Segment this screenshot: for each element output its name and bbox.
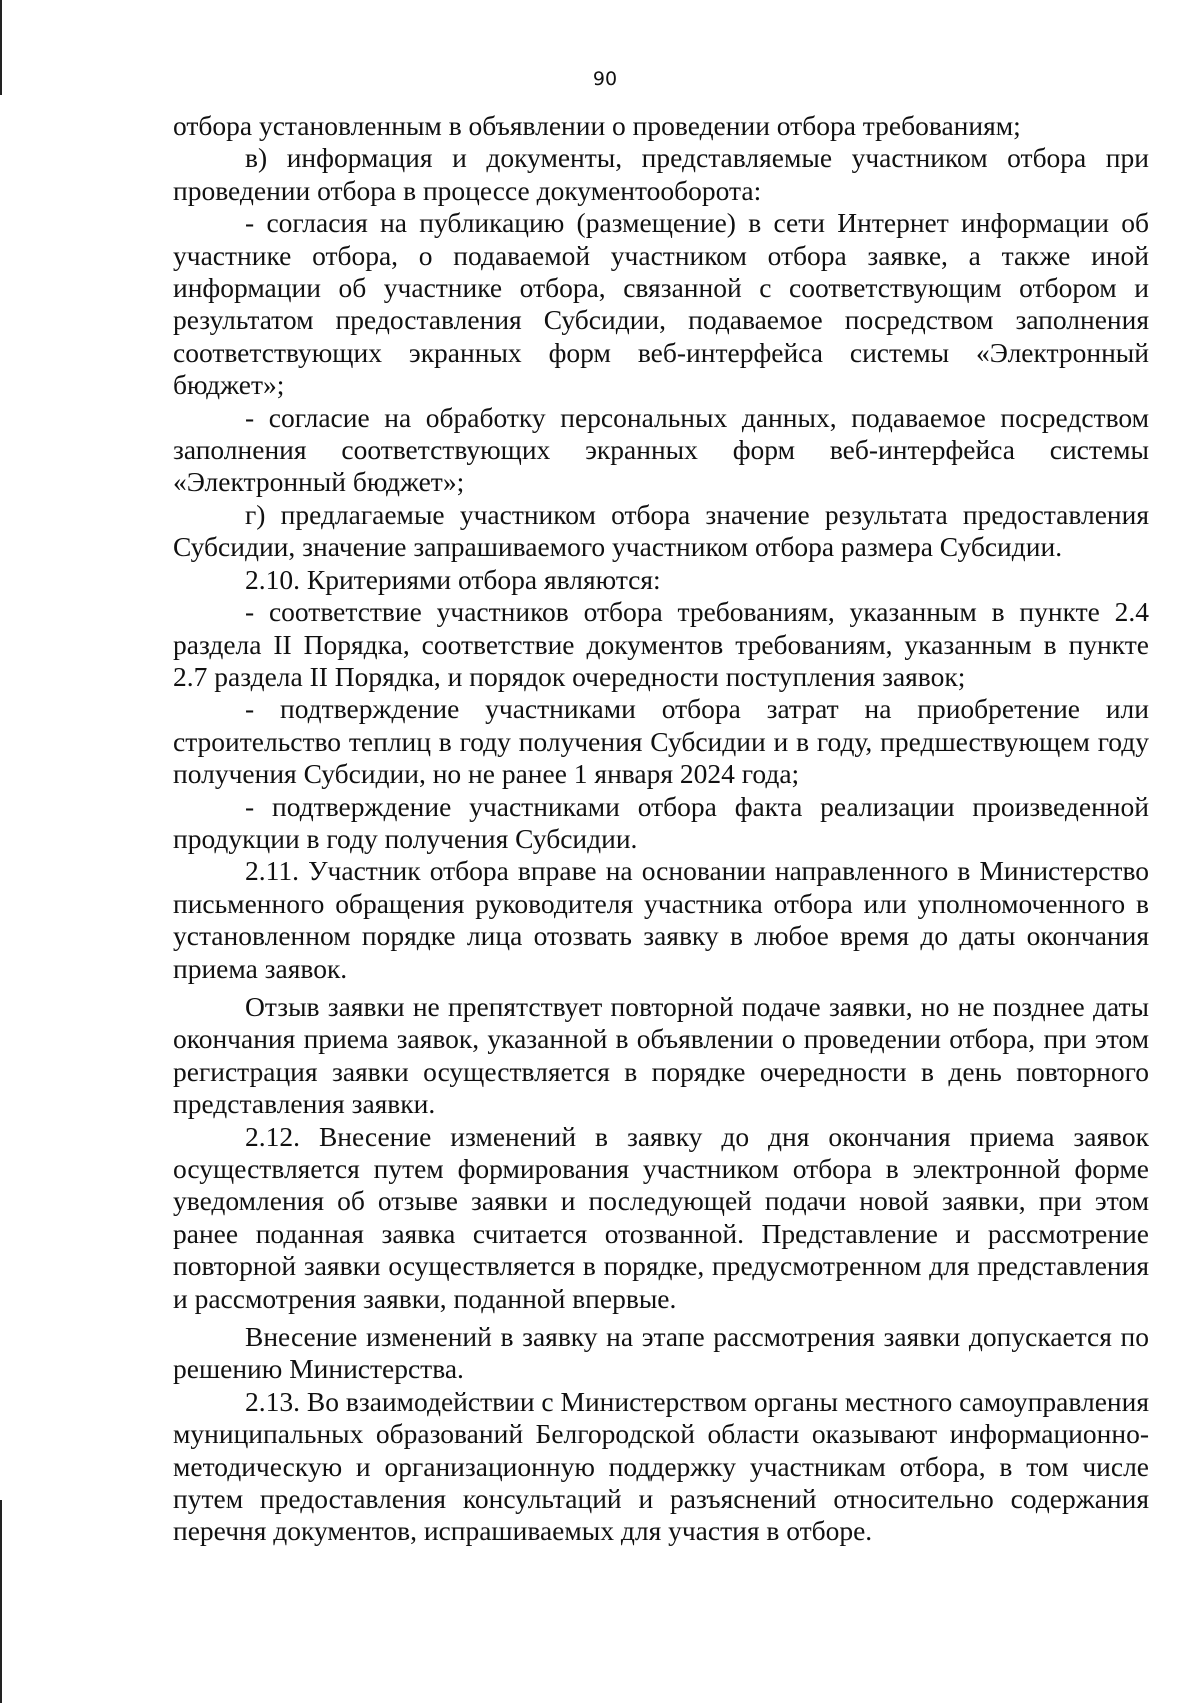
paragraph: - подтверждение участниками отбора факта реализации произведенной продукции в году получения Субсидии. — [173, 790, 1149, 854]
page-number: 90 — [592, 68, 618, 90]
paragraph: в) информация и документы, представляемые участником отбора при проведении отбора в процессе документооборота: — [173, 142, 1149, 206]
paragraph: 2.11. Участник отбора вправе на основании направленного в Министерство письменного обращения руководителя участника отбора или уполномоченного в установленном порядке лица отозвать заявку в любое время до даты окончания приема заявок. — [173, 855, 1149, 984]
paragraph: Внесение изменений в заявку на этапе рассмотрения заявки допускается по решению Министерства. — [173, 1321, 1149, 1385]
paragraph: - подтверждение участниками отбора затрат на приобретение или строительство теплиц в году получения Субсидии и в году, предшествующем году получения Субсидии, но не ранее 1 января 2024 года; — [173, 693, 1149, 790]
scan-edge-mark — [0, 1500, 2, 1703]
paragraph: г) предлагаемые участником отбора значение результата предоставления Субсидии, значение запрашиваемого участником отбора размера Субсидии. — [173, 498, 1149, 563]
paragraph: - согласия на публикацию (размещение) в сети Интернет информации об участнике отбора, о подаваемой участником отбора заявке, а также иной информации об участнике отбора, связанной с соответствующим отбором и результатом предоставления Субсидии, подаваемое посредством заполнения соответствующих экранных форм веб-интерфейса системы «Электронный бюджет»; — [173, 207, 1149, 401]
paragraph: отбора установленным в объявлении о проведении отбора требованиям; — [173, 110, 1021, 141]
document-body — [173, 110, 1149, 1548]
paragraph: Отзыв заявки не препятствует повторной подаче заявки, но не позднее даты окончания приема заявок, указанной в объявлении о проведении отбора, при этом регистрация заявки осуществляется в порядке очередности в день повторного представления заявки. — [173, 990, 1149, 1120]
paragraph: 2.13. Во взаимодействии с Министерством органы местного самоуправления муниципальных образований Белгородской области оказывают информационно-методическую и организационную поддержку участникам отбора, в том числе путем предоставления консультаций и разъяснений относительно содержания перечня документов, испрашиваемых для участия в отборе. — [173, 1385, 1149, 1547]
paragraph: 2.10. Критериями отбора являются: — [245, 563, 661, 595]
paragraph: - соответствие участников отбора требованиям, указанным в пункте 2.4 раздела II Порядка, соответствие документов требованиям, указанным в пункте 2.7 раздела II Порядка, и порядок очередности поступления заявок; — [173, 596, 1149, 692]
paragraph: - согласие на обработку персональных данных, подаваемое посредством заполнения соответствующих экранных форм веб-интерфейса системы «Электронный бюджет»; — [173, 401, 1149, 498]
paragraph: 2.12. Внесение изменений в заявку до дня окончания приема заявок осуществляется путем формирования участником отбора в электронной форме уведомления об отзыве заявки и последующей подачи новой заявки, при этом ранее поданная заявка считается отозванной. Представление и рассмотрение повторной заявки осуществляется в порядке, предусмотренном для представления и рассмотрения заявки, поданной впервые. — [173, 1120, 1149, 1314]
